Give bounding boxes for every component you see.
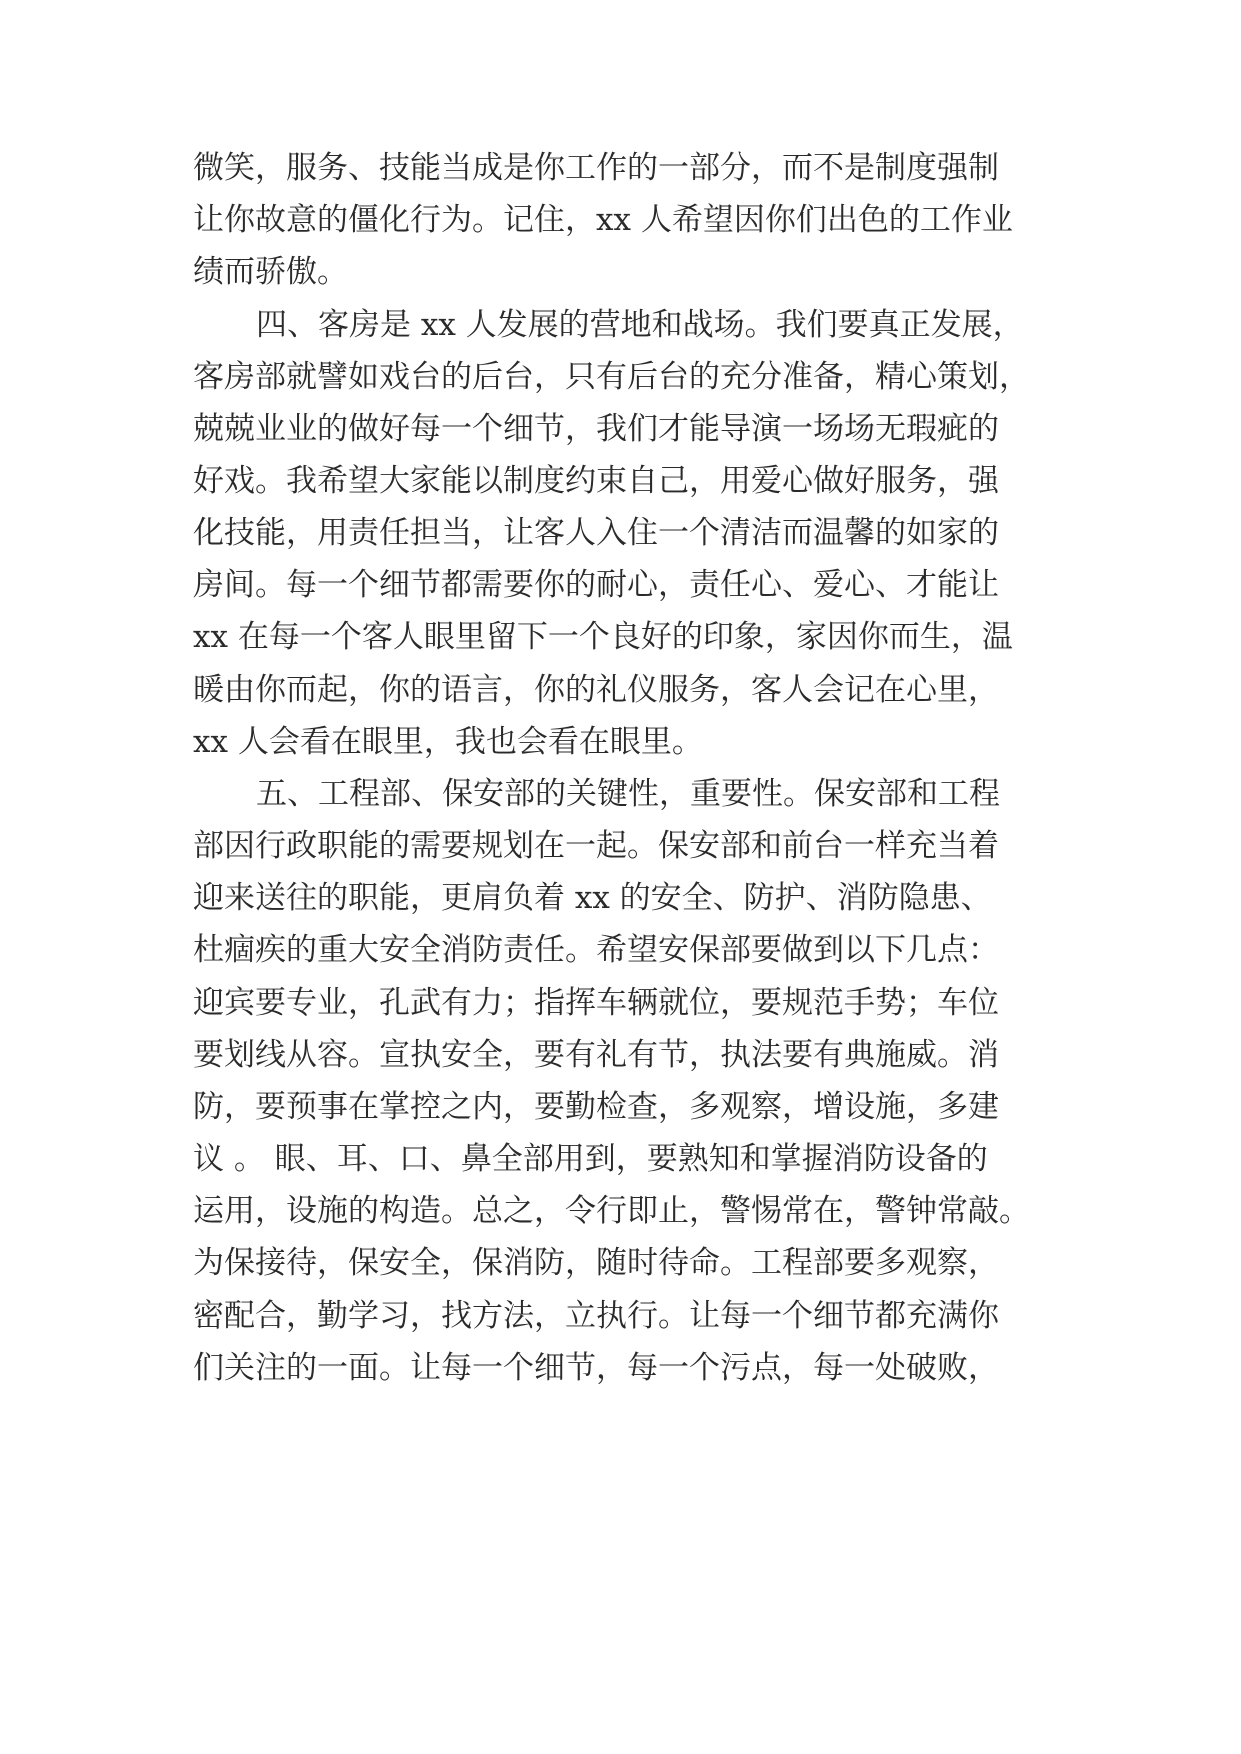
- text-line: xx 人会看在眼里，我也会看在眼里。: [193, 724, 703, 760]
- text-line: 房间。每一个细节都需要你的耐心，责任心、爱心、才能让: [193, 567, 999, 603]
- text-line: 要划线从容。宣执安全，要有礼有节，执法要有典施威。消: [193, 1037, 999, 1073]
- text-line: 杜痼疾的重大安全消防责任。希望安保部要做到以下几点：: [193, 932, 999, 968]
- text-line: 暖由你而起，你的语言，你的礼仪服务，客人会记在心里，: [193, 672, 999, 708]
- text-line: 密配合，勤学习，找方法，立执行。让每一个细节都充满你: [193, 1298, 999, 1334]
- text-line: 好戏。我希望大家能以制度约束自己，用爱心做好服务，强: [193, 463, 999, 499]
- text-line: 五、工程部、保安部的关键性，重要性。保安部和工程: [256, 776, 1000, 812]
- text-line: 化技能，用责任担当，让客人入住一个清洁而温馨的如家的: [193, 515, 999, 551]
- text-line: 迎宾要专业，孔武有力；指挥车辆就位，要规范手势；车位: [193, 985, 999, 1021]
- text-line: 迎来送往的职能，更肩负着 xx 的安全、防护、消防隐患、: [193, 880, 992, 916]
- text-line: 部因行政职能的需要规划在一起。保安部和前台一样充当着: [193, 828, 999, 864]
- text-line: 防，要预事在掌控之内，要勤检查，多观察，增设施，多建: [193, 1089, 999, 1125]
- text-line: 议 。 眼、耳、口、鼻全部用到，要熟知和掌握消防设备的: [193, 1141, 988, 1177]
- text-line: 为保接待，保安全，保消防，随时待命。工程部要多观察，: [193, 1245, 999, 1281]
- text-line: xx 在每一个客人眼里留下一个良好的印象，家因你而生，温: [193, 619, 1013, 655]
- text-line: 客房部就譬如戏台的后台，只有后台的充分准备，精心策划，: [193, 359, 1030, 395]
- text-line: 微笑，服务、技能当成是你工作的一部分，而不是制度强制: [193, 150, 999, 186]
- text-line: 们关注的一面。让每一个细节，每一个污点，每一处破败，: [193, 1350, 999, 1386]
- text-line: 运用，设施的构造。总之，令行即止，警惕常在，警钟常敲。: [193, 1193, 1030, 1229]
- text-line: 绩而骄傲。: [193, 254, 348, 290]
- text-line: 四、客房是 xx 人发展的营地和战场。我们要真正发展，: [256, 307, 1024, 343]
- text-line: 兢兢业业的做好每一个细节，我们才能导演一场场无瑕疵的: [193, 411, 999, 447]
- text-line: 让你故意的僵化行为。记住，xx 人希望因你们出色的工作业: [193, 202, 1013, 238]
